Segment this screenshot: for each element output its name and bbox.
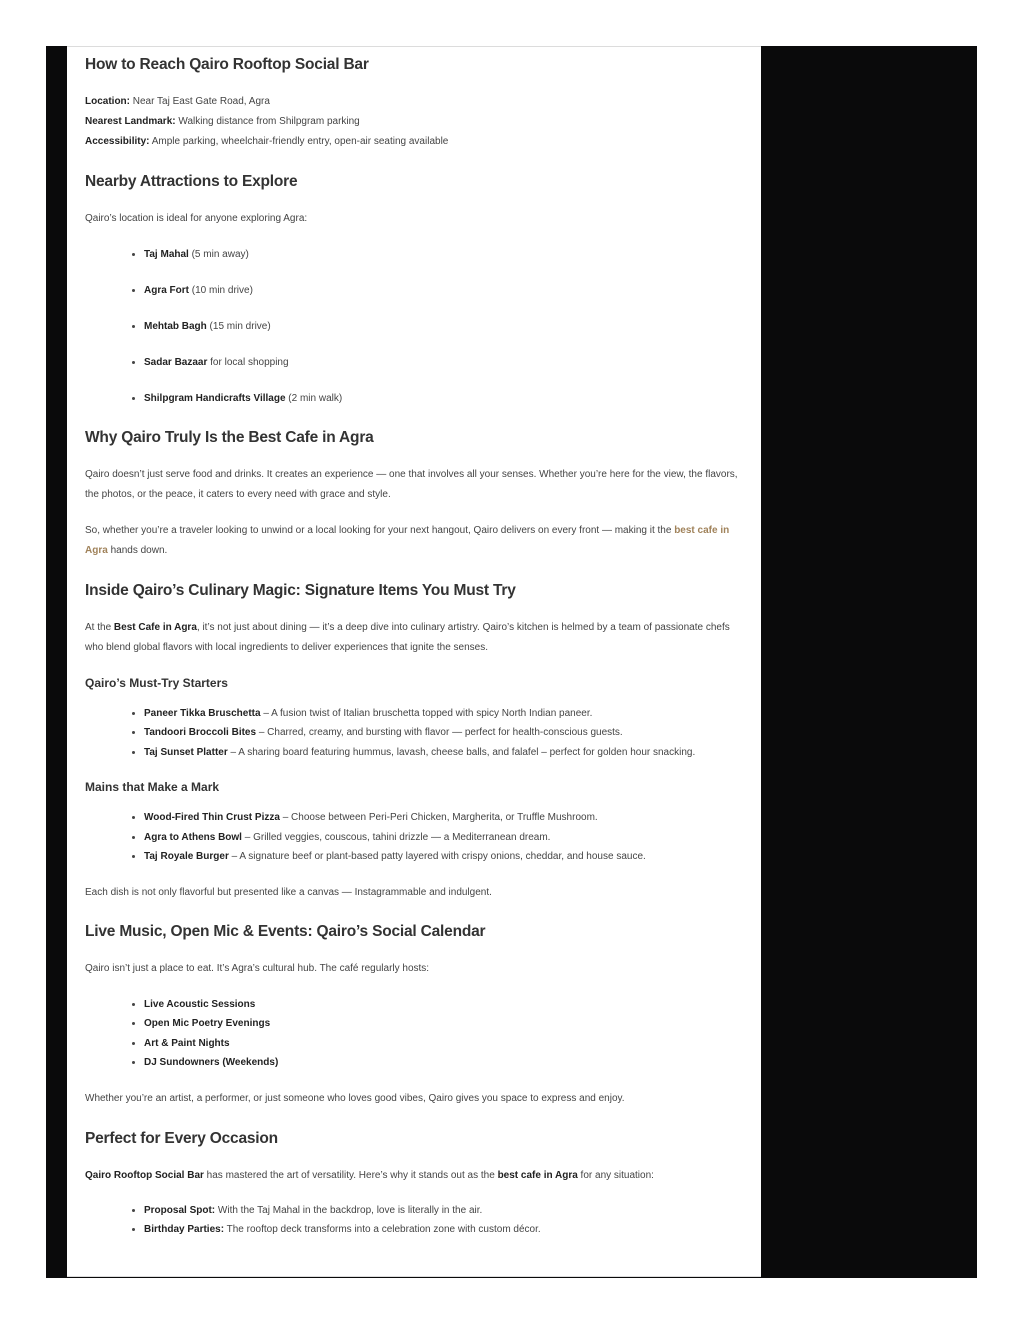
- culinary-outro: Each dish is not only flavorful but presented like a canvas — Instagrammable and indulgent.: [85, 886, 492, 898]
- occasion-list: [85, 1201, 743, 1240]
- list-item: • DJ Sundowners (Weekends): [144, 1053, 743, 1073]
- list-item: • Sadar Bazaar for local shopping: [144, 353, 743, 373]
- starters-list: [85, 704, 743, 763]
- list-item: • Live Acoustic Sessions: [144, 995, 743, 1015]
- list-item: • Shilpgram Handicrafts Village (2 min walk): [144, 389, 743, 409]
- nearby-intro: Qairo’s location is ideal for anyone exploring Agra:: [85, 213, 308, 224]
- heading-culinary-magic: Inside Qairo’s Culinary Magic: Signature Items You Must Try: [85, 581, 516, 599]
- list-item: • Birthday Parties: The rooftop deck transforms into a celebration zone with custom décor.: [144, 1220, 743, 1240]
- list-item: • Taj Sunset Platter – A sharing board featuring hummus, lavash, cheese balls, and falafel – perfect for golden hour snacking.: [144, 743, 743, 763]
- nearby-list: [85, 245, 743, 409]
- heading-occasion: Perfect for Every Occasion: [85, 1129, 278, 1147]
- article-content: [67, 46, 761, 1277]
- list-item: • Mehtab Bagh (15 min drive): [144, 317, 743, 337]
- heading-mains: Mains that Make a Mark: [85, 780, 220, 794]
- list-item: • Paneer Tikka Bruschetta – A fusion twist of Italian bruschetta topped with spicy North Indian paneer.: [144, 704, 743, 724]
- occasion-intro: Qairo Rooftop Social Bar has mastered the art of versatility. Here’s why it stands out as the best cafe in Agra for any situation:: [85, 1169, 654, 1181]
- heading-events: Live Music, Open Mic & Events: Qairo’s Social Calendar: [85, 922, 486, 940]
- heading-nearby-attractions: Nearby Attractions to Explore: [85, 173, 298, 190]
- events-intro: Qairo isn’t just a place to eat. It’s Agra’s cultural hub. The café regularly hosts:: [85, 962, 430, 974]
- list-item: • Taj Mahal (5 min away): [144, 245, 743, 265]
- location-line: Location: Near Taj East Gate Road, Agra: [85, 96, 270, 107]
- heading-how-to-reach: How to Reach Qairo Rooftop Social Bar: [85, 56, 369, 73]
- heading-why-qairo: Why Qairo Truly Is the Best Cafe in Agra: [85, 428, 374, 446]
- list-item: • Proposal Spot: With the Taj Mahal in the backdrop, love is literally in the air.: [144, 1201, 743, 1221]
- mains-list: [85, 808, 743, 867]
- list-item: • Wood-Fired Thin Crust Pizza – Choose between Peri-Peri Chicken, Margherita, or Truffle Mushroom.: [144, 808, 743, 828]
- list-item: • Art & Paint Nights: [144, 1034, 743, 1054]
- why-paragraph-2: So, whether you’re a traveler looking to unwind or a local looking for your next hangout, Qairo delivers on every front — making it the best cafe in Agra hands down.: [85, 524, 730, 556]
- culinary-intro: At the Best Cafe in Agra, it’s not just about dining — it’s a deep dive into culinary artistry. Qairo’s kitchen is helmed by a team of passionate chefs who blend global flavors with local ingredients to deliver experiences that ignite the senses.: [85, 621, 730, 653]
- list-item: • Open Mic Poetry Evenings: [144, 1014, 743, 1034]
- best-cafe-link[interactable]: best cafe in Agra: [85, 524, 730, 556]
- reach-details: [85, 92, 743, 152]
- list-item: • Agra to Athens Bowl – Grilled veggies, couscous, tahini drizzle — a Mediterranean dream.: [144, 828, 743, 848]
- landmark-line: Nearest Landmark: Walking distance from Shilpgram parking: [85, 116, 360, 127]
- list-item: • Taj Royale Burger – A signature beef or plant-based patty layered with crispy onions, cheddar, and house sauce.: [144, 847, 743, 867]
- list-item: • Tandoori Broccoli Bites – Charred, creamy, and bursting with flavor — perfect for health-conscious guests.: [144, 723, 743, 743]
- why-paragraph-1: Qairo doesn’t just serve food and drinks. It creates an experience — one that involves all your senses. Whether you’re here for the view, the flavors, the photos, or the peace, it caters to every need with grace and style.: [85, 468, 738, 500]
- events-outro: Whether you’re an artist, a performer, or just someone who loves good vibes, Qairo gives you space to express and enjoy.: [85, 1092, 625, 1104]
- list-item: • Agra Fort (10 min drive): [144, 281, 743, 301]
- heading-starters: Qairo’s Must-Try Starters: [85, 675, 228, 690]
- accessibility-line: Accessibility: Ample parking, wheelchair-friendly entry, open-air seating available: [85, 136, 449, 147]
- events-list: [85, 995, 743, 1073]
